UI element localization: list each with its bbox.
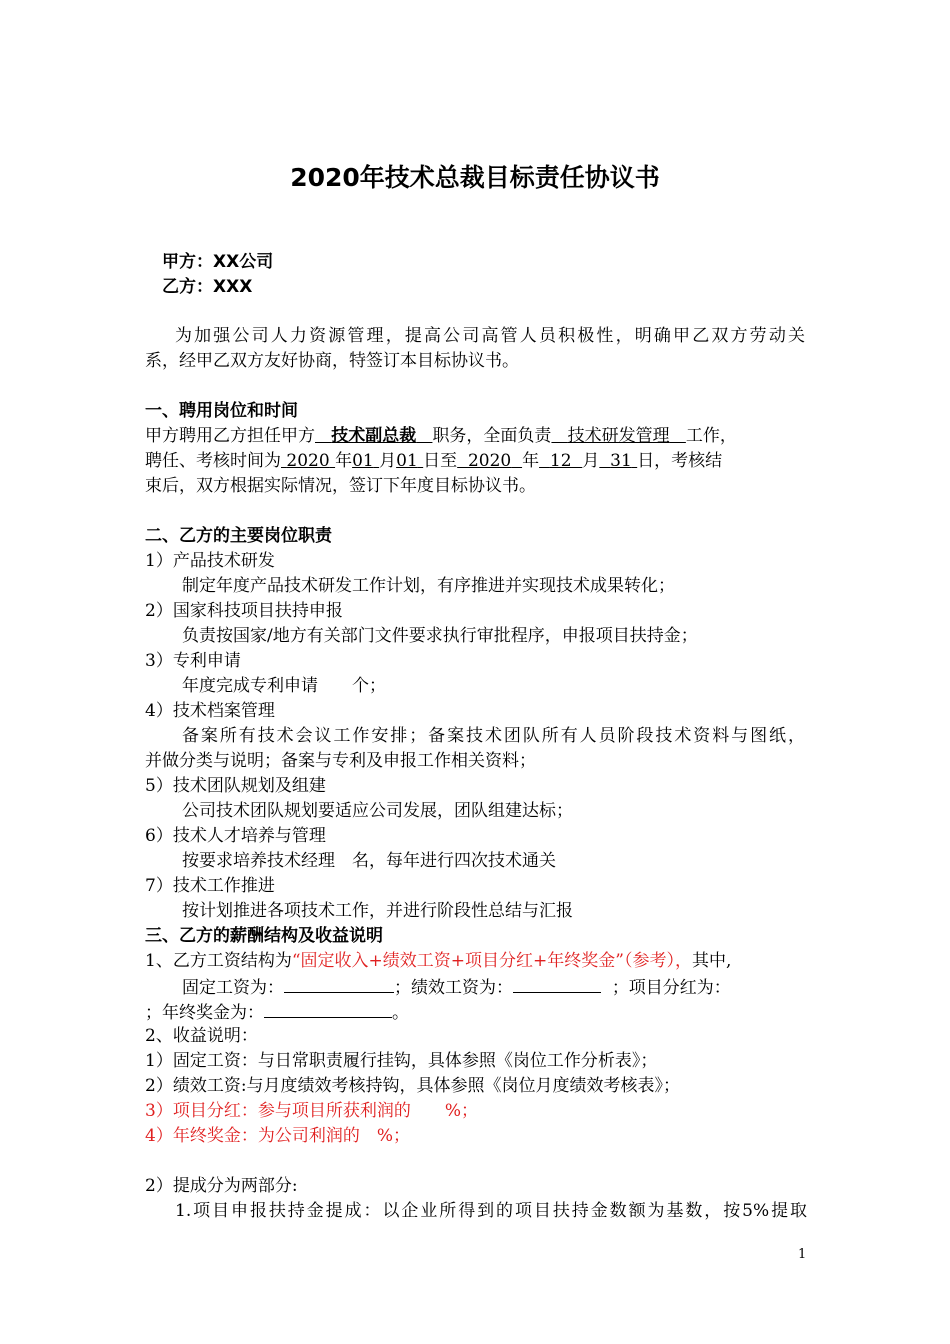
- salary-structure-formula: “固定收入+绩效工资+项目分红+年终奖金”（参考），: [291, 951, 692, 971]
- duty-desc-3: 年度完成专利申请 个；: [182, 676, 386, 696]
- year-end-bonus-blank[interactable]: [264, 999, 392, 1018]
- end-month: 12: [549, 451, 572, 471]
- end-day: 31: [610, 451, 632, 471]
- duty-desc-4b: 并做分类与说明；备案与专利及申报工作相关资料；: [145, 751, 536, 771]
- income-performance: 2）绩效工资:与月度绩效考核持钩，具体参照《岗位月度绩效考核表》；: [145, 1076, 681, 1096]
- duty-title-4: 4）技术档案管理: [145, 701, 275, 721]
- duty-title-5: 5）技术团队规划及组建: [145, 776, 326, 796]
- section1-heading: 一、聘用岗位和时间: [145, 401, 298, 421]
- document-title: 2020年技术总裁目标责任协议书: [290, 163, 660, 192]
- duty-title-6: 6）技术人才培养与管理: [145, 826, 326, 846]
- section3-heading: 三、乙方的薪酬结构及收益说明: [145, 926, 383, 946]
- commission-heading: 2）提成分为两部分:: [145, 1176, 298, 1196]
- end-year: 2020: [467, 451, 512, 471]
- duty-desc-2: 负责按国家/地方有关部门文件要求执行审批程序，申报项目扶持金；: [182, 626, 698, 646]
- page-number: 1: [798, 1247, 807, 1262]
- intro-line-1: 为加强公司人力资源管理，提高公司高管人员积极性，明确甲乙双方劳动关: [175, 326, 805, 346]
- section1-line-2: 聘任、考核时间为 2020 年01 月01 日至 2020 年 12 月 31 日，考核结: [145, 451, 723, 471]
- duty-title-2: 2）国家科技项目扶持申报: [145, 601, 343, 621]
- section2-heading: 二、乙方的主要岗位职责: [145, 526, 332, 546]
- section1-line-1: 甲方聘用乙方担任甲方 技术副总裁 职务，全面负责 技术研发管理 工作，: [145, 426, 737, 446]
- year-end-bonus-line: ；年终奖金为： 。: [145, 999, 815, 1026]
- duty-title-3: 3）专利申请: [145, 651, 241, 671]
- income-year-end-bonus: 4）年终奖金：为公司利润的 %；: [145, 1126, 410, 1146]
- income-explanation: 2、收益说明：: [145, 1026, 258, 1046]
- duty-desc-5: 公司技术团队规划要适应公司发展，团队组建达标；: [182, 801, 573, 821]
- section1-line-3: 束后，双方根据实际情况，签订下年度目标协议书。: [145, 476, 536, 496]
- scope-value: 技术研发管理: [567, 426, 670, 446]
- intro-line-2: 系，经甲乙双方友好协商，特签订本目标协议书。: [145, 351, 519, 371]
- performance-salary-blank[interactable]: [513, 974, 601, 993]
- salary-fields-line: 固定工资为： ；绩效工资为： ；项目分红为：: [182, 974, 805, 1001]
- duty-desc-7: 按计划推进各项技术工作，并进行阶段性总结与汇报: [182, 901, 573, 921]
- income-project-bonus: 3）项目分红：参与项目所获利润的 %；: [145, 1101, 478, 1121]
- duty-desc-4a: 备案所有技术会议工作安排；备案技术团队所有人员阶段技术资料与图纸，: [182, 726, 805, 746]
- position-value: 技术副总裁: [331, 426, 417, 446]
- commission-item-1: 1.项目申报扶持金提成：以企业所得到的项目扶持金数额为基数，按5%提取: [175, 1201, 807, 1221]
- duty-title-7: 7）技术工作推进: [145, 876, 275, 896]
- start-month: 01: [352, 451, 374, 471]
- income-fixed: 1）固定工资：与日常职责履行挂钩，具体参照《岗位工作分析表》；: [145, 1051, 658, 1071]
- duty-desc-1: 制定年度产品技术研发工作计划，有序推进并实现技术成果转化；: [182, 576, 675, 596]
- start-day: 01: [396, 451, 418, 471]
- duty-title-1: 1）产品技术研发: [145, 551, 275, 571]
- party-a: 甲方：XX公司: [162, 252, 274, 272]
- start-year: 2020: [286, 451, 330, 471]
- duty-desc-6: 按要求培养技术经理 名，每年进行四次技术通关: [182, 851, 556, 871]
- party-b: 乙方：XXX: [162, 277, 253, 297]
- fixed-salary-blank[interactable]: [284, 974, 394, 993]
- salary-structure-line: 1、乙方工资结构为“固定收入+绩效工资+项目分红+年终奖金”（参考），其中,: [145, 951, 732, 971]
